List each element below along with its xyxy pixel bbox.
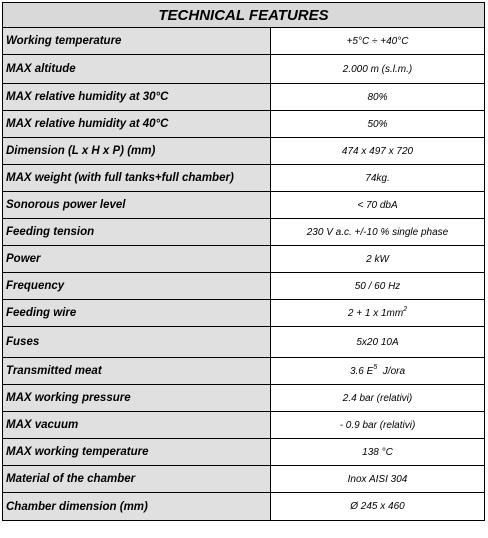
table-row bbox=[3, 327, 484, 358]
row-value: 230 V a.c. +/-10 % single phase bbox=[271, 219, 484, 245]
row-value: 74kg. bbox=[271, 165, 484, 191]
row-label: MAX vacuum bbox=[3, 412, 271, 438]
table-row bbox=[3, 165, 484, 192]
table-row bbox=[3, 300, 484, 327]
technical-features-table bbox=[2, 2, 485, 521]
row-value: 2 kW bbox=[271, 246, 484, 272]
table-body bbox=[3, 28, 484, 521]
superscript: 2 bbox=[403, 305, 408, 313]
row-value: 5x20 10A bbox=[271, 327, 484, 357]
row-value: Ø 245 x 460 bbox=[271, 493, 484, 520]
row-value: 138 °C bbox=[271, 439, 484, 465]
row-value: 2.000 m (s.l.m.) bbox=[271, 55, 484, 83]
row-label: MAX working temperature bbox=[3, 439, 271, 465]
row-value: 2 + 1 x 1mm 2 bbox=[271, 300, 484, 326]
row-label: Feeding wire bbox=[3, 300, 271, 326]
table-row bbox=[3, 219, 484, 246]
row-label: MAX relative humidity at 30°C bbox=[3, 84, 271, 110]
row-label: MAX working pressure bbox=[3, 385, 271, 411]
row-label: Chamber dimension (mm) bbox=[3, 493, 271, 520]
row-label: MAX altitude bbox=[3, 55, 271, 83]
row-label: Fuses bbox=[3, 327, 271, 357]
row-label: Frequency bbox=[3, 273, 271, 299]
table-row bbox=[3, 273, 484, 300]
table-row bbox=[3, 385, 484, 412]
row-value: 50% bbox=[271, 111, 484, 137]
row-value: < 70 dbA bbox=[271, 192, 484, 218]
table-row bbox=[3, 111, 484, 138]
row-label: Transmitted meat bbox=[3, 358, 271, 384]
row-value: 474 x 497 x 720 bbox=[271, 138, 484, 164]
row-value: 2.4 bar (relativi) bbox=[271, 385, 484, 411]
table-row bbox=[3, 138, 484, 165]
superscript: 5 bbox=[373, 363, 378, 371]
table-row bbox=[3, 28, 484, 55]
row-label: Working temperature bbox=[3, 28, 271, 54]
value-suffix: J/ora bbox=[377, 365, 406, 377]
row-label: MAX relative humidity at 40°C bbox=[3, 111, 271, 137]
row-value: 80% bbox=[271, 84, 484, 110]
row-value: 50 / 60 Hz bbox=[271, 273, 484, 299]
row-label: Material of the chamber bbox=[3, 466, 271, 492]
row-value: 3.6 E 5 J/ora bbox=[271, 358, 484, 384]
table-row bbox=[3, 412, 484, 439]
row-value: - 0.9 bar (relativi) bbox=[271, 412, 484, 438]
row-value: +5°C ÷ +40°C bbox=[271, 28, 484, 54]
table-row bbox=[3, 84, 484, 111]
row-label: Sonorous power level bbox=[3, 192, 271, 218]
row-label: Dimension (L x H x P) (mm) bbox=[3, 138, 271, 164]
table-row bbox=[3, 439, 484, 466]
table-title: TECHNICAL FEATURES bbox=[3, 3, 484, 28]
row-label: MAX weight (with full tanks+full chamber) bbox=[3, 165, 271, 191]
table-row bbox=[3, 55, 484, 84]
row-label: Power bbox=[3, 246, 271, 272]
table-row bbox=[3, 192, 484, 219]
table-row bbox=[3, 493, 484, 521]
table-row bbox=[3, 246, 484, 273]
row-label: Feeding tension bbox=[3, 219, 271, 245]
table-row bbox=[3, 466, 484, 493]
table-row bbox=[3, 358, 484, 385]
row-value: Inox AISI 304 bbox=[271, 466, 484, 492]
